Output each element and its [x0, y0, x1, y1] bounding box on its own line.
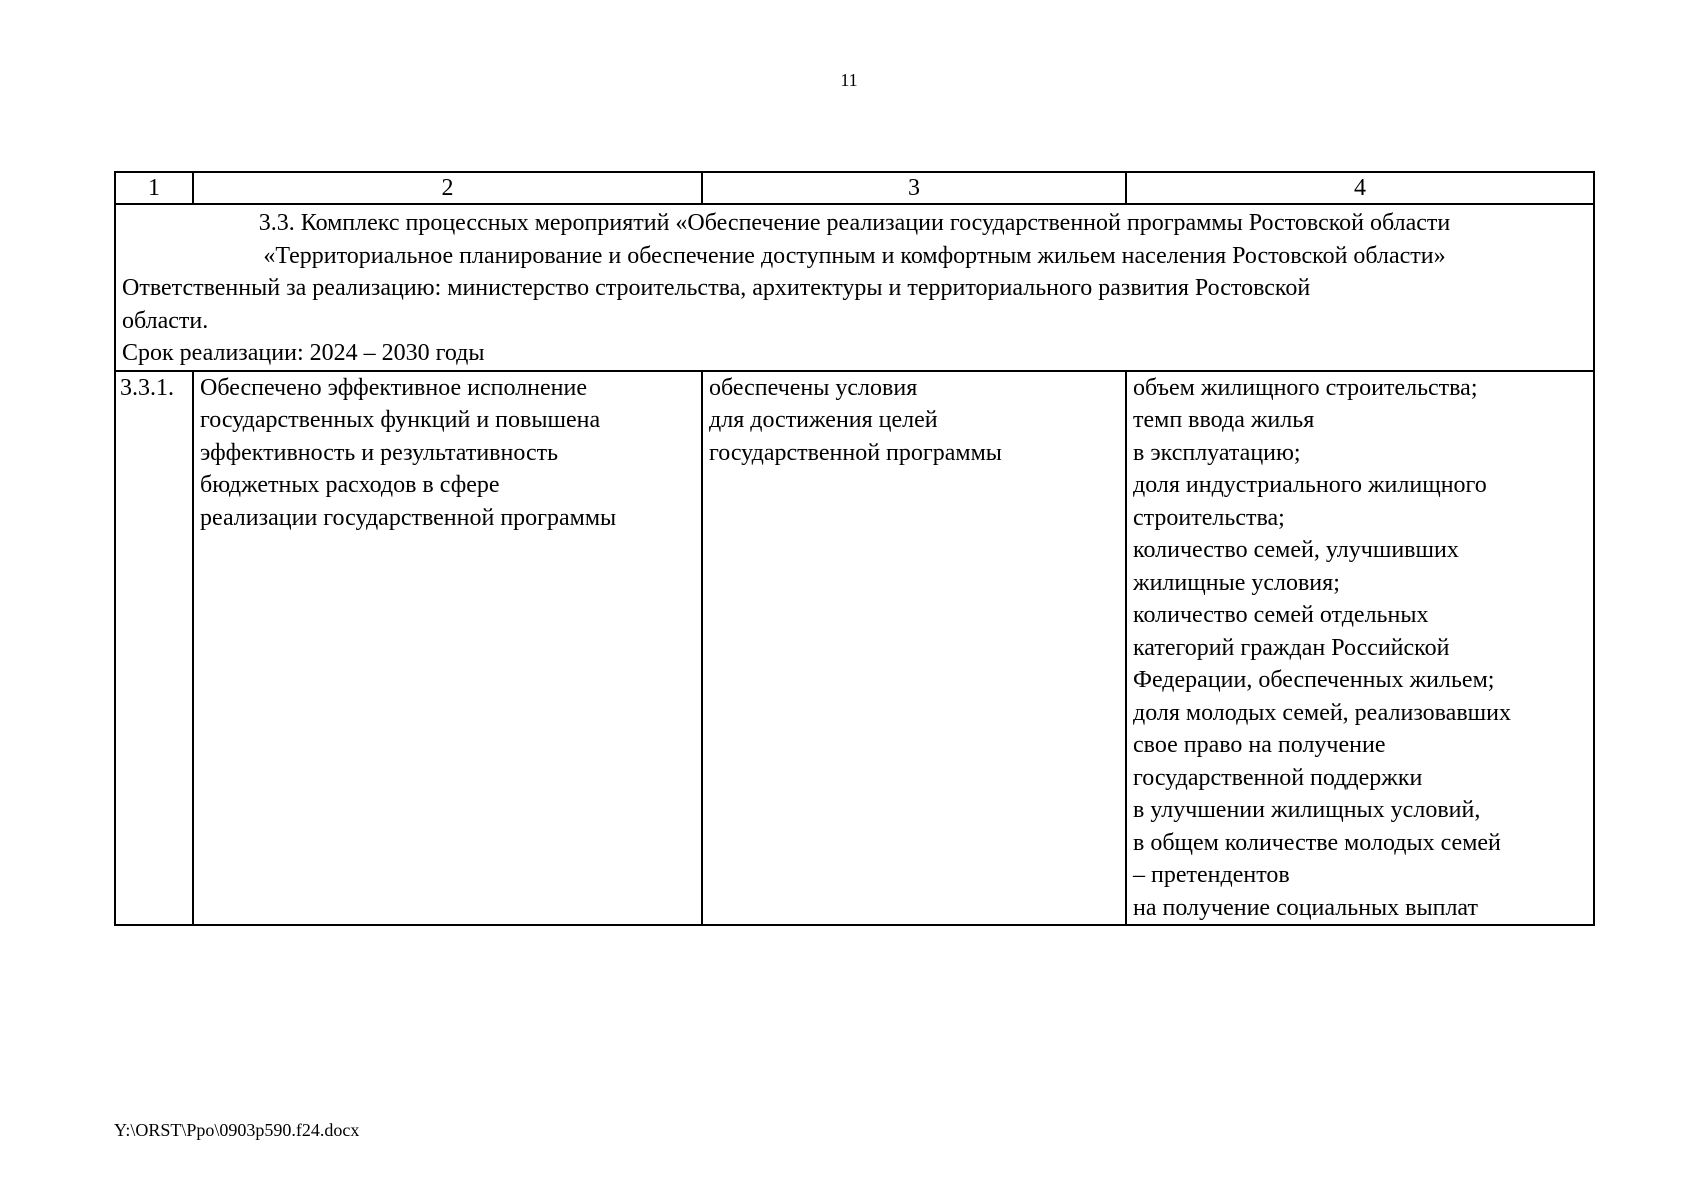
- indicator-line: объем жилищного строительства;: [1133, 374, 1478, 401]
- section-header-cell: [115, 204, 1594, 371]
- indicator-line: жилищные условия;: [1133, 569, 1340, 596]
- indicator-line: доля индустриального жилищного: [1133, 472, 1487, 498]
- indicator-line: в улучшении жилищных условий,: [1133, 797, 1481, 823]
- row-code: 3.3.1.: [115, 371, 193, 926]
- indicator-line: государственной поддержки: [1133, 764, 1423, 791]
- effect-line: обеспечены условия: [709, 374, 918, 401]
- task-line: реализации государственной программы: [200, 504, 617, 531]
- column-number: 2: [193, 172, 702, 204]
- indicator-line: свое право на получение: [1133, 732, 1386, 758]
- section-meta: [122, 272, 1587, 370]
- indicator-line: темп ввода жилья: [1133, 407, 1315, 433]
- section-title: [122, 205, 1587, 272]
- task-line: государственных функций и повышена: [200, 407, 601, 433]
- section-title-line: «Территориальное планирование и обеспечение доступным и комфортным жильем населения Ростовской области»: [263, 242, 1446, 269]
- column-number: 4: [1126, 172, 1594, 204]
- column-number: 1: [115, 172, 193, 204]
- indicator-line: – претендентов: [1133, 862, 1290, 888]
- indicator-line: в общем количестве молодых семей: [1133, 829, 1501, 856]
- effect-line: для достижения целей: [709, 407, 938, 433]
- effect-cell: [702, 371, 1126, 926]
- task-line: эффективность и результативность: [200, 439, 559, 466]
- indicator-line: доля молодых семей, реализовавших: [1133, 699, 1511, 726]
- section-header-row: [115, 204, 1594, 371]
- indicator-line: Федерации, обеспеченных жильем;: [1133, 667, 1495, 693]
- indicator-line: в эксплуатацию;: [1133, 439, 1301, 466]
- section-title-line: 3.3. Комплекс процессных мероприятий «Обеспечение реализации государственной программы Ростовской области: [258, 210, 1451, 236]
- implementation-term: Срок реализации: 2024 – 2030 годы: [122, 340, 485, 366]
- column-number: 3: [702, 172, 1126, 204]
- indicator-line: строительства;: [1133, 504, 1285, 531]
- program-table: [114, 171, 1595, 926]
- indicator-line: категорий граждан Российской: [1133, 634, 1450, 661]
- task-line: Обеспечено эффективное исполнение: [200, 374, 587, 401]
- task-cell: [193, 371, 702, 926]
- task-line: бюджетных расходов в сфере: [200, 472, 500, 498]
- responsible-line: области.: [122, 307, 209, 334]
- footer-file-path: Y:\ORST\Ppo\0903p590.f24.docx: [114, 1120, 360, 1140]
- indicator-line: количество семей, улучшивших: [1133, 537, 1459, 563]
- indicator-cell: [1126, 371, 1594, 926]
- effect-line: государственной программы: [709, 439, 1002, 466]
- indicator-line: на получение социальных выплат: [1133, 894, 1478, 921]
- table-row: [115, 371, 1594, 926]
- page-number: 11: [840, 70, 858, 90]
- column-number-row: [115, 172, 1594, 204]
- indicator-line: количество семей отдельных: [1133, 602, 1429, 628]
- responsible-line: Ответственный за реализацию: министерство строительства, архитектуры и территориального развития Ростовской: [122, 275, 1311, 301]
